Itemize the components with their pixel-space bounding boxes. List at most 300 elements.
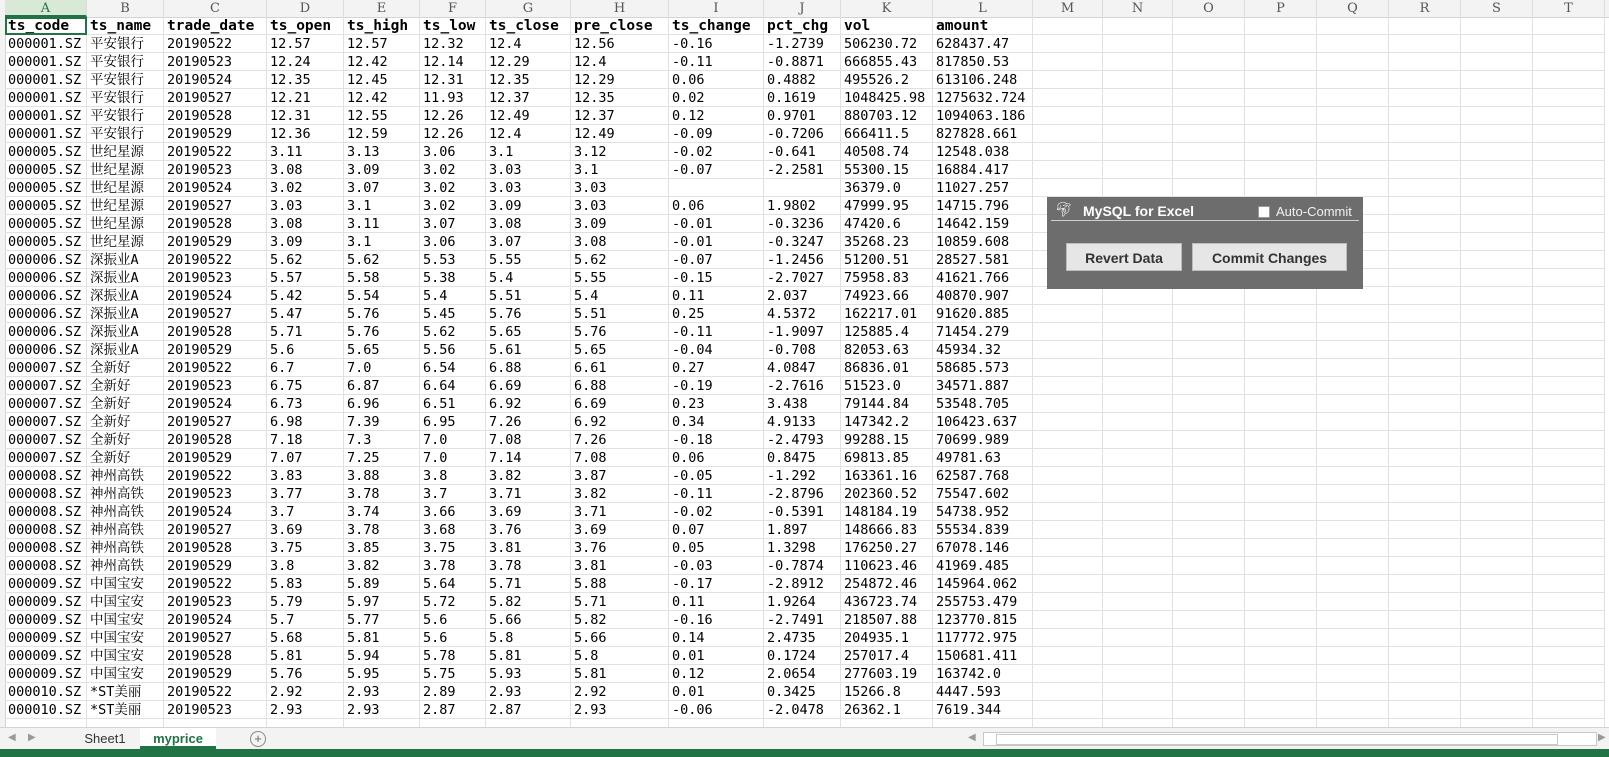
cell[interactable]: 深振业A [87,251,164,269]
column-header-k[interactable]: K [841,0,933,17]
cell[interactable] [1245,557,1317,575]
cell[interactable]: 5.38 [420,269,486,287]
cell[interactable]: 3.81 [571,557,669,575]
column-header-f[interactable]: F [420,0,486,17]
cell[interactable] [1103,503,1173,521]
cell[interactable] [1461,395,1533,413]
cell[interactable]: 20190522 [164,35,267,53]
cell[interactable]: 5.81 [486,647,571,665]
cell[interactable] [1533,179,1605,197]
cell[interactable]: 3.03 [571,179,669,197]
cell[interactable] [1533,575,1605,593]
cell[interactable] [1533,629,1605,647]
cell[interactable]: 5.65 [486,323,571,341]
header-cell[interactable]: ts_name [87,17,164,35]
cell[interactable] [1317,71,1389,89]
cell[interactable]: 163361.16 [841,467,933,485]
cell[interactable]: -0.11 [669,323,764,341]
cell[interactable] [1461,161,1533,179]
cell[interactable] [1173,449,1245,467]
cell[interactable] [1173,431,1245,449]
cell[interactable]: 5.4 [571,287,669,305]
column-header-i[interactable]: I [669,0,764,17]
cell[interactable] [1173,323,1245,341]
cell[interactable]: 82053.63 [841,341,933,359]
cell[interactable]: -0.02 [669,503,764,521]
cell[interactable]: 163742.0 [933,665,1033,683]
cell[interactable] [1245,431,1317,449]
cell[interactable]: 7.08 [486,431,571,449]
cell[interactable]: 58685.573 [933,359,1033,377]
cell[interactable] [1461,71,1533,89]
cell[interactable]: -1.2739 [764,35,841,53]
cell[interactable] [764,179,841,197]
cell[interactable]: 106423.637 [933,413,1033,431]
cell[interactable] [1173,665,1245,683]
cell[interactable]: 全新好 [87,449,164,467]
cell[interactable]: 000005.SZ [5,179,87,197]
cell[interactable]: 12.29 [486,53,571,71]
cell[interactable] [1173,107,1245,125]
cell[interactable] [1533,593,1605,611]
cell[interactable]: 35268.23 [841,233,933,251]
cell[interactable] [1173,557,1245,575]
scroll-left-icon[interactable]: ◀ [968,732,976,743]
cell[interactable]: 202360.52 [841,485,933,503]
cell[interactable] [1317,413,1389,431]
cell[interactable]: 000005.SZ [5,215,87,233]
cell[interactable]: 000006.SZ [5,269,87,287]
column-header-o[interactable]: O [1173,0,1245,17]
cell[interactable] [1033,521,1103,539]
cell[interactable]: 深振业A [87,287,164,305]
cell[interactable]: 中国宝安 [87,629,164,647]
cell[interactable]: 5.93 [486,665,571,683]
cell[interactable] [1033,611,1103,629]
cell[interactable]: 5.4 [486,269,571,287]
cell[interactable]: 3.1 [344,197,420,215]
cell[interactable]: 20190529 [164,557,267,575]
cell[interactable]: -1.2456 [764,251,841,269]
cell[interactable]: 55534.839 [933,521,1033,539]
cell[interactable]: 000001.SZ [5,53,87,71]
cell[interactable]: 3.08 [267,215,344,233]
cell[interactable]: 0.25 [669,305,764,323]
cell[interactable] [1389,179,1461,197]
cell[interactable]: 0.1619 [764,89,841,107]
cell[interactable] [1389,539,1461,557]
cell[interactable]: 12.21 [267,89,344,107]
cell[interactable]: 20190523 [164,377,267,395]
cell[interactable]: 5.82 [571,611,669,629]
cell[interactable]: 3.08 [267,161,344,179]
cell[interactable] [1533,665,1605,683]
cell[interactable]: 12.29 [571,71,669,89]
cell[interactable] [1173,413,1245,431]
cell[interactable] [1317,557,1389,575]
cell[interactable]: -0.3236 [764,215,841,233]
cell[interactable]: 000010.SZ [5,701,87,719]
cell[interactable]: 3.75 [267,539,344,557]
tab-sheet1[interactable]: Sheet1 [84,731,126,746]
cell[interactable]: 0.11 [669,287,764,305]
cell[interactable] [1461,647,1533,665]
cell[interactable]: -2.2581 [764,161,841,179]
cell[interactable] [1389,647,1461,665]
cell[interactable] [1033,341,1103,359]
cell[interactable]: 11.93 [420,89,486,107]
cell[interactable]: 0.11 [669,593,764,611]
cell[interactable] [1103,521,1173,539]
cell[interactable] [1317,503,1389,521]
cell[interactable]: 5.79 [267,593,344,611]
cell[interactable]: 平安银行 [87,125,164,143]
cell[interactable]: 3.1 [486,143,571,161]
cell[interactable]: 47420.6 [841,215,933,233]
cell[interactable]: 12.4 [571,53,669,71]
cell[interactable]: 20190524 [164,611,267,629]
cell[interactable] [1389,161,1461,179]
cell[interactable]: 深振业A [87,323,164,341]
cell[interactable] [1103,575,1173,593]
cell[interactable] [1533,359,1605,377]
cell[interactable]: 12.26 [420,125,486,143]
cell[interactable]: 6.92 [486,395,571,413]
cell[interactable] [1173,395,1245,413]
cell[interactable] [1317,449,1389,467]
cell[interactable]: 20190528 [164,647,267,665]
cell[interactable]: 41969.485 [933,557,1033,575]
cell[interactable] [1461,89,1533,107]
cell[interactable] [1461,341,1533,359]
cell[interactable] [1533,521,1605,539]
cell[interactable]: 20190527 [164,521,267,539]
cell[interactable] [87,719,164,727]
cell[interactable]: 3.69 [267,521,344,539]
cell[interactable] [1033,575,1103,593]
cell[interactable] [669,179,764,197]
cell[interactable]: 6.88 [571,377,669,395]
cell[interactable] [1533,215,1605,233]
cell[interactable]: 5.62 [267,251,344,269]
cell[interactable]: 12.42 [344,89,420,107]
cell[interactable]: 5.78 [420,647,486,665]
cell[interactable] [1103,683,1173,701]
cell[interactable]: -2.8796 [764,485,841,503]
cell[interactable] [1033,683,1103,701]
cell[interactable] [1033,179,1103,197]
cell[interactable]: 147342.2 [841,413,933,431]
cell[interactable]: 10859.608 [933,233,1033,251]
cell[interactable]: 3.438 [764,395,841,413]
cell[interactable]: 3.74 [344,503,420,521]
cell[interactable] [1389,683,1461,701]
header-cell[interactable] [1317,17,1389,35]
cell[interactable]: 20190529 [164,233,267,251]
cell[interactable]: 中国宝安 [87,611,164,629]
cell[interactable]: 20190523 [164,161,267,179]
cell[interactable] [1389,269,1461,287]
cell[interactable]: 6.87 [344,377,420,395]
cell[interactable]: -2.0478 [764,701,841,719]
cell[interactable]: 12.37 [486,89,571,107]
cell[interactable]: 2.92 [571,683,669,701]
cell[interactable]: 3.02 [420,161,486,179]
cell[interactable]: 000009.SZ [5,611,87,629]
cell[interactable] [1033,539,1103,557]
cell[interactable] [1173,305,1245,323]
cell[interactable] [1461,377,1533,395]
cell[interactable] [1533,53,1605,71]
cell[interactable] [1103,35,1173,53]
cell[interactable]: 4.9133 [764,413,841,431]
cell[interactable]: 613106.248 [933,71,1033,89]
cell[interactable]: 深振业A [87,305,164,323]
cell[interactable]: 3.1 [344,233,420,251]
cell[interactable]: 全新好 [87,359,164,377]
cell[interactable] [1461,629,1533,647]
cell[interactable] [1317,629,1389,647]
cell[interactable] [1173,539,1245,557]
cell[interactable]: 218507.88 [841,611,933,629]
cell[interactable]: 71454.279 [933,323,1033,341]
cell[interactable]: 6.64 [420,377,486,395]
cell[interactable] [1389,665,1461,683]
cell[interactable]: 0.34 [669,413,764,431]
cell[interactable] [1317,575,1389,593]
cell[interactable] [1033,395,1103,413]
cell[interactable] [1033,467,1103,485]
cell[interactable]: 145964.062 [933,575,1033,593]
cell[interactable]: 000009.SZ [5,575,87,593]
header-cell[interactable]: ts_low [420,17,486,35]
cell[interactable]: 257017.4 [841,647,933,665]
cell[interactable]: 5.83 [267,575,344,593]
cell[interactable]: 3.08 [486,215,571,233]
cell[interactable]: 000006.SZ [5,251,87,269]
cell[interactable]: 40870.907 [933,287,1033,305]
cell[interactable]: 20190528 [164,539,267,557]
cell[interactable] [1245,629,1317,647]
cell[interactable] [1245,143,1317,161]
cell[interactable]: 0.06 [669,197,764,215]
spreadsheet-grid[interactable] [5,17,1609,727]
cell[interactable]: 5.62 [420,323,486,341]
cell[interactable]: -0.708 [764,341,841,359]
cell[interactable]: 12.37 [571,107,669,125]
cell[interactable]: 3.69 [571,521,669,539]
cell[interactable] [1173,161,1245,179]
cell[interactable] [1245,89,1317,107]
cell[interactable] [1245,647,1317,665]
cell[interactable]: 5.72 [420,593,486,611]
cell[interactable] [1461,431,1533,449]
cell[interactable]: 14715.796 [933,197,1033,215]
cell[interactable]: -2.4793 [764,431,841,449]
cell[interactable] [1461,449,1533,467]
cell[interactable] [1033,53,1103,71]
cell[interactable] [1389,485,1461,503]
cell[interactable]: 7.0 [344,359,420,377]
cell[interactable]: -0.641 [764,143,841,161]
cell[interactable] [1389,629,1461,647]
cell[interactable] [1317,323,1389,341]
cell[interactable]: 16884.417 [933,161,1033,179]
cell[interactable]: 12.14 [420,53,486,71]
cell[interactable]: 世纪星源 [87,161,164,179]
column-header-m[interactable]: M [1033,0,1103,17]
cell[interactable]: 69813.85 [841,449,933,467]
cell[interactable]: 全新好 [87,431,164,449]
cell[interactable]: 5.66 [571,629,669,647]
cell[interactable]: 6.51 [420,395,486,413]
cell[interactable]: 12.49 [571,125,669,143]
cell[interactable]: 28527.581 [933,251,1033,269]
cell[interactable]: -0.01 [669,215,764,233]
cell[interactable]: 277603.19 [841,665,933,683]
cell[interactable] [1103,179,1173,197]
cell[interactable] [1533,485,1605,503]
cell[interactable]: 0.8475 [764,449,841,467]
cell[interactable] [1389,197,1461,215]
cell[interactable]: 110623.46 [841,557,933,575]
cell[interactable]: 000005.SZ [5,161,87,179]
cell[interactable]: 2.0654 [764,665,841,683]
cell[interactable] [1317,161,1389,179]
cell[interactable] [1389,35,1461,53]
cell[interactable] [1461,611,1533,629]
cell[interactable]: 162217.01 [841,305,933,323]
cell[interactable]: 0.07 [669,521,764,539]
cell[interactable] [1245,377,1317,395]
cell[interactable]: 000009.SZ [5,629,87,647]
triangle-right-icon[interactable]: ▶ [28,732,36,743]
cell[interactable]: 436723.74 [841,593,933,611]
column-header-d[interactable]: D [267,0,344,17]
cell[interactable] [486,719,571,727]
scrollbar-thumb[interactable] [996,734,1558,745]
cell[interactable]: 000006.SZ [5,323,87,341]
cell[interactable] [1245,575,1317,593]
cell[interactable] [1033,161,1103,179]
cell[interactable]: -2.7616 [764,377,841,395]
cell[interactable]: 深振业A [87,269,164,287]
cell[interactable]: 20190527 [164,413,267,431]
header-cell[interactable]: amount [933,17,1033,35]
cell[interactable]: -0.3247 [764,233,841,251]
cell[interactable]: 2.87 [486,701,571,719]
header-cell[interactable]: ts_change [669,17,764,35]
cell[interactable] [1103,287,1173,305]
cell[interactable]: 5.45 [420,305,486,323]
cell[interactable] [1389,413,1461,431]
cell[interactable]: 6.73 [267,395,344,413]
tab-myprice[interactable]: myprice [140,728,216,749]
cell[interactable]: 中国宝安 [87,665,164,683]
cell[interactable]: 20190522 [164,575,267,593]
cell[interactable] [1103,305,1173,323]
cell[interactable]: 2.4735 [764,629,841,647]
cell[interactable] [1461,269,1533,287]
cell[interactable] [1173,467,1245,485]
cell[interactable]: 20190527 [164,197,267,215]
cell[interactable] [1103,125,1173,143]
cell[interactable]: 0.1724 [764,647,841,665]
cell[interactable] [1103,107,1173,125]
cell[interactable] [1317,647,1389,665]
cell[interactable]: 75547.602 [933,485,1033,503]
cell[interactable]: 12.36 [267,125,344,143]
cell[interactable]: 3.78 [486,557,571,575]
cell[interactable]: 3.12 [571,143,669,161]
cell[interactable]: 7.18 [267,431,344,449]
cell[interactable]: 3.02 [267,179,344,197]
cell[interactable]: 6.61 [571,359,669,377]
cell[interactable]: 神州高铁 [87,467,164,485]
cell[interactable]: 神州高铁 [87,521,164,539]
cell[interactable]: 55300.15 [841,161,933,179]
cell[interactable]: 世纪星源 [87,179,164,197]
cell[interactable] [1461,593,1533,611]
cell[interactable]: 3.8 [267,557,344,575]
cell[interactable]: 7.08 [571,449,669,467]
cell[interactable] [1389,377,1461,395]
cell[interactable]: 3.85 [344,539,420,557]
cell[interactable] [1461,53,1533,71]
cell[interactable]: 15266.8 [841,683,933,701]
cell[interactable]: -0.04 [669,341,764,359]
cell[interactable]: 62587.768 [933,467,1033,485]
cell[interactable] [1103,395,1173,413]
column-header-j[interactable]: J [764,0,841,17]
cell[interactable] [1317,125,1389,143]
cell[interactable] [1173,71,1245,89]
cell[interactable]: 000001.SZ [5,35,87,53]
cell[interactable] [1461,305,1533,323]
cell[interactable] [1389,467,1461,485]
cell[interactable]: 12548.038 [933,143,1033,161]
cell[interactable] [1389,215,1461,233]
cell[interactable]: 000005.SZ [5,233,87,251]
cell[interactable] [1317,683,1389,701]
cell[interactable]: 20190529 [164,341,267,359]
cell[interactable]: 12.24 [267,53,344,71]
cell[interactable]: 3.02 [420,179,486,197]
cell[interactable]: 0.02 [669,89,764,107]
cell[interactable]: -2.7027 [764,269,841,287]
cell[interactable] [1103,593,1173,611]
cell[interactable]: -0.5391 [764,503,841,521]
cell[interactable]: 000008.SZ [5,539,87,557]
cell[interactable] [1033,359,1103,377]
cell[interactable]: 91620.885 [933,305,1033,323]
cell[interactable]: 5.94 [344,647,420,665]
cell[interactable]: 20190523 [164,53,267,71]
cell[interactable]: 4.0847 [764,359,841,377]
cell[interactable]: 000005.SZ [5,143,87,161]
cell[interactable] [1103,431,1173,449]
column-header-p[interactable]: P [1245,0,1317,17]
header-cell[interactable]: vol [841,17,933,35]
cell[interactable] [1461,701,1533,719]
cell[interactable]: 000007.SZ [5,377,87,395]
cell[interactable]: -0.19 [669,377,764,395]
cell[interactable]: 5.76 [267,665,344,683]
cell[interactable]: 5.55 [486,251,571,269]
cell[interactable] [1033,485,1103,503]
cell[interactable]: 5.7 [267,611,344,629]
cell[interactable]: 中国宝安 [87,575,164,593]
